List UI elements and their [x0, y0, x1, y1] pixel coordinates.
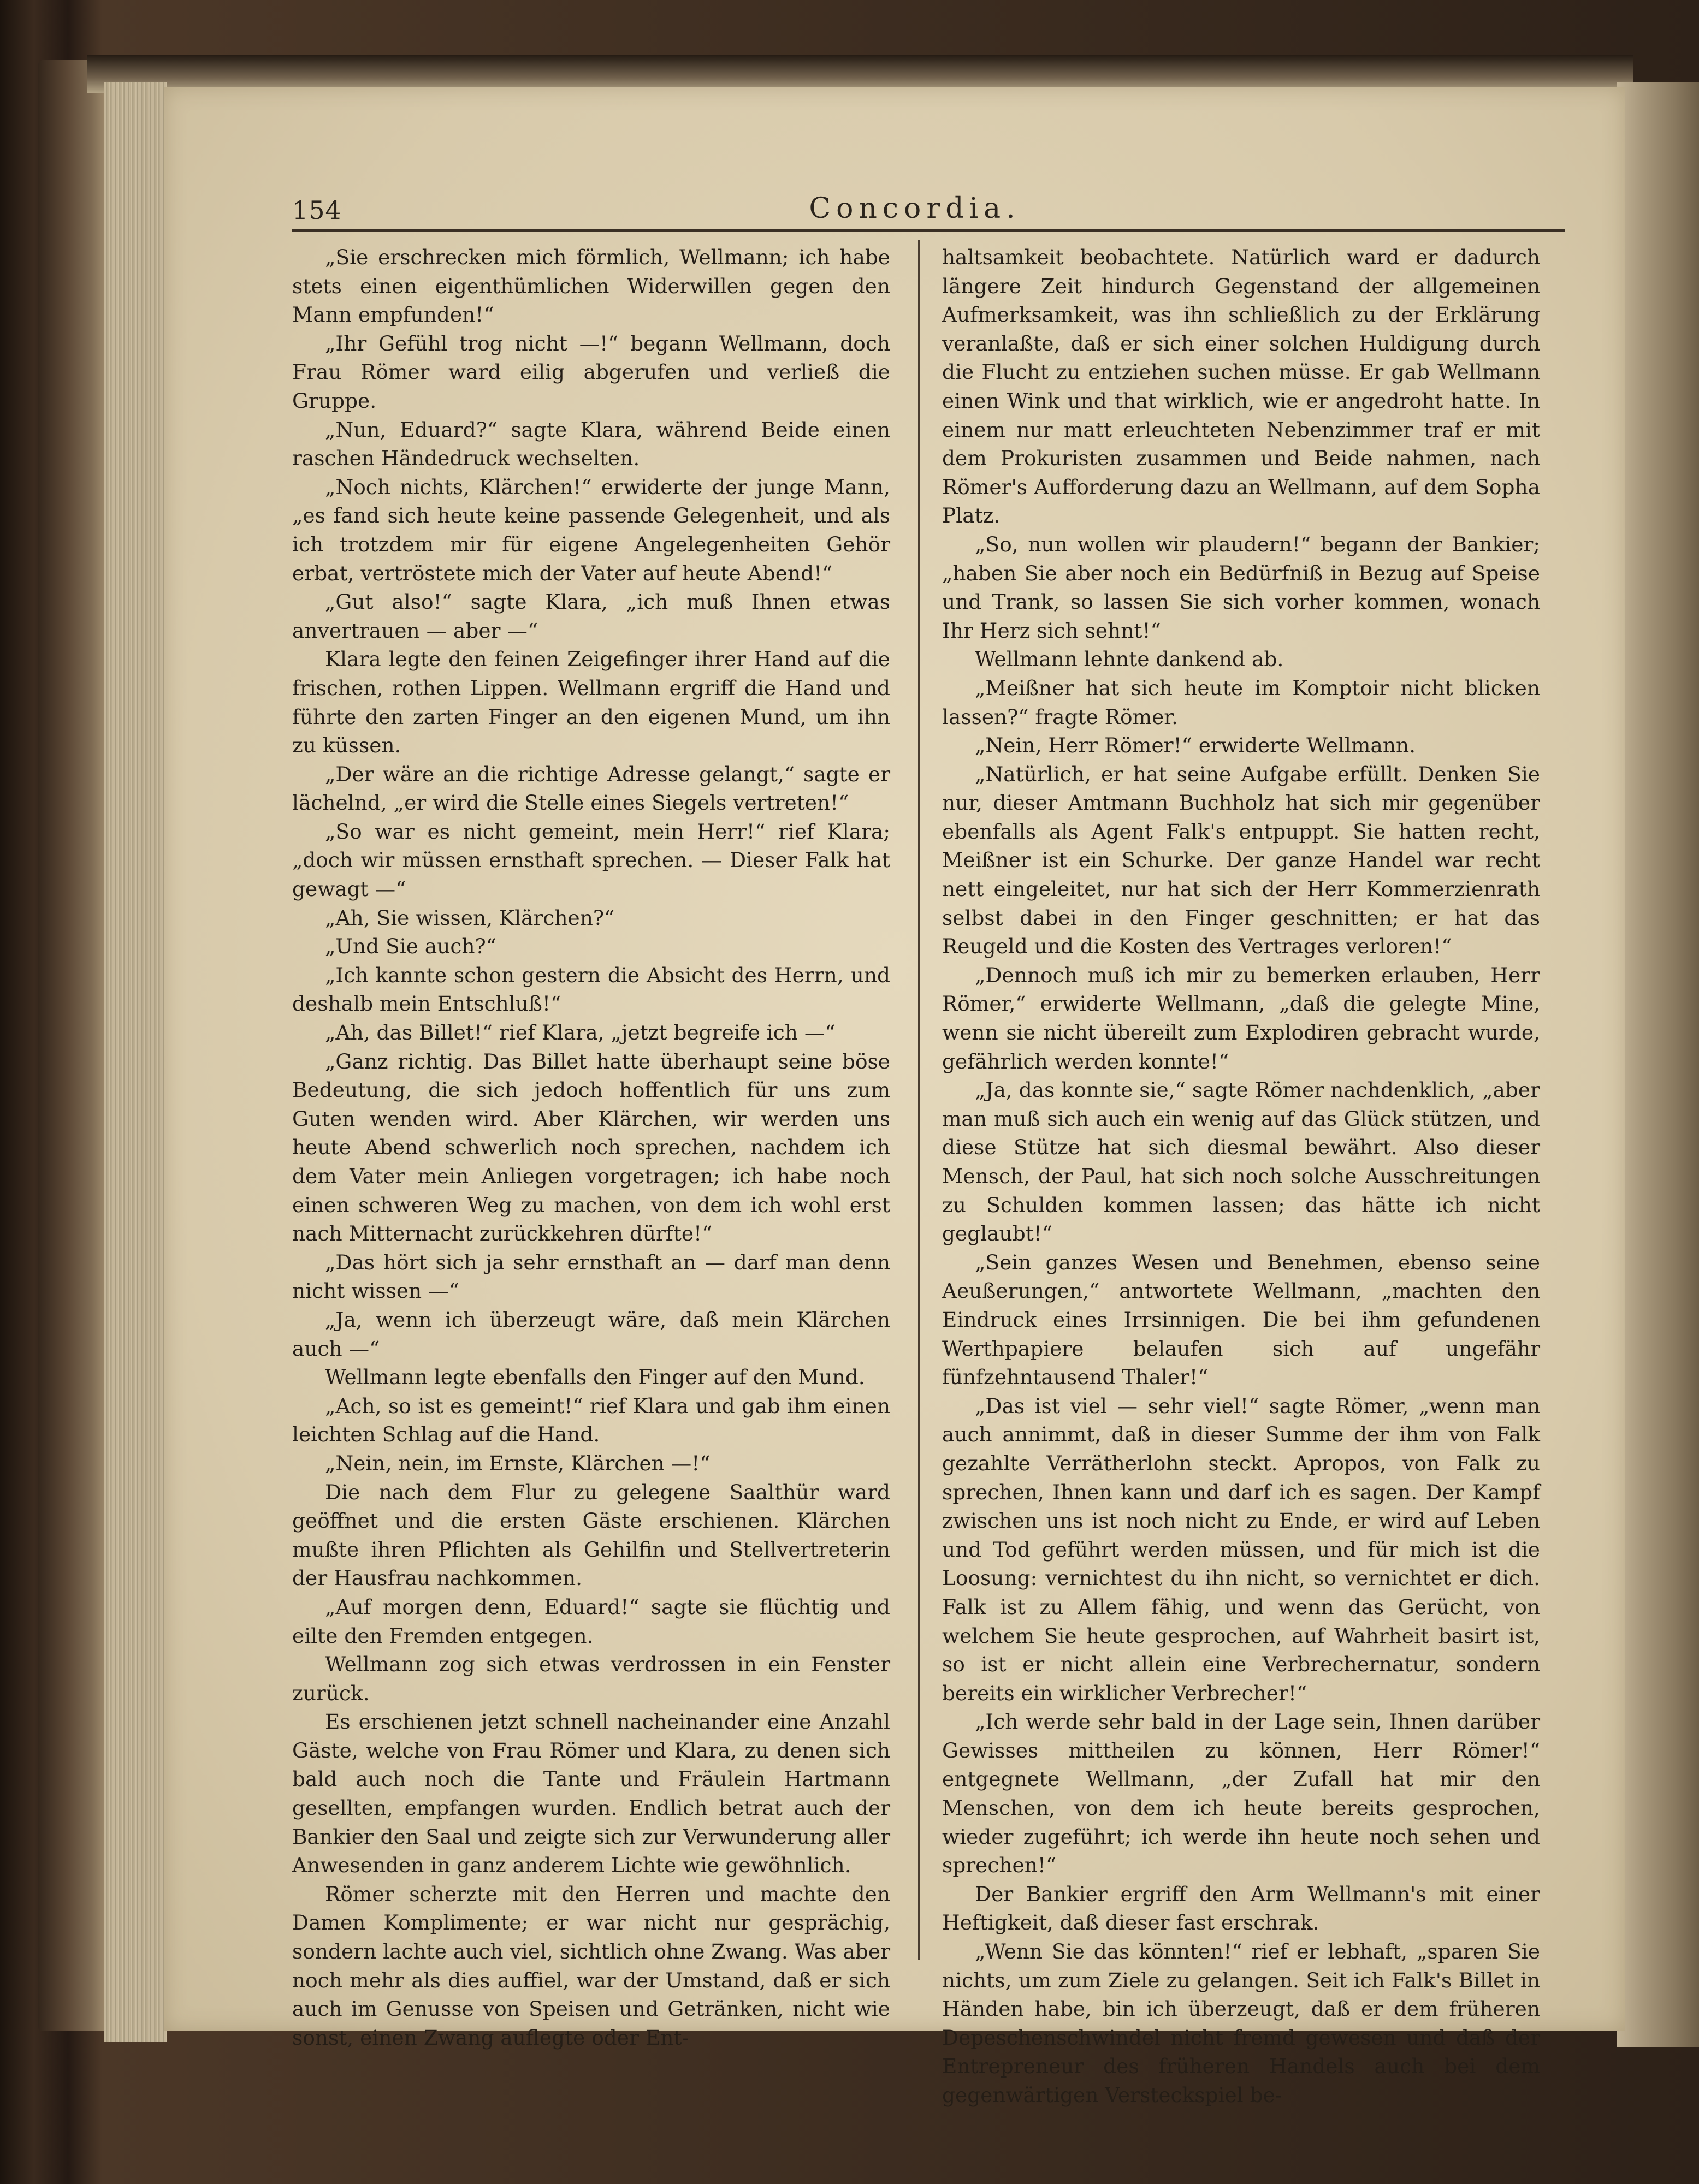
- page-number: 154: [292, 195, 342, 225]
- running-header: [292, 192, 1537, 234]
- paragraph: Die nach dem Flur zu gelegene Saalthür ward geöffnet und die ersten Gäste erschienen. Klärchen mußte ihren Pflichten als Gehilfin und Stellvertreterin der Hausfrau nachkommen.: [292, 1480, 890, 1590]
- paragraph: Der Bankier ergriff den Arm Wellmann's mit einer Heftigkeit, daß dieser fast erschrak.: [942, 1882, 1540, 1935]
- paragraph: „Natürlich, er hat seine Aufgabe erfüllt. Denken Sie nur, dieser Amtmann Buchholz hat sich mir gegenüber ebenfalls als Agent Falk's entpuppt. Sie hatten recht, Meißner ist ein Schurke. Der ganze Handel war recht nett eingeleitet, nur hat sich der Herr Kommerzienrath selbst dabei in den Finger geschnitten; er hat das Reugeld und die Kosten des Vertrages verloren!“: [942, 762, 1540, 959]
- paragraph: Wellmann legte ebenfalls den Finger auf den Mund.: [325, 1365, 865, 1390]
- page-edges-left: [104, 82, 167, 2042]
- paragraph: „Wenn Sie das könnten!“ rief er lebhaft, „sparen Sie nichts, um zum Ziele zu gelangen. Seit ich Falk's Billet in Händen habe, bin ich überzeugt, daß er dem früheren Depeschenschwindel nicht fremd gewesen und daß der Entrepreneur des früheren Handels auch bei dem gegenwärtigen Versteckspiel be-: [942, 1939, 1540, 2107]
- column-divider: [918, 240, 920, 1960]
- paragraph: „Der wäre an die richtige Adresse gelangt,“ sagte er lächelnd, „er wird die Stelle eines Siegels vertreten!“: [292, 762, 890, 815]
- paragraph: „Sein ganzes Wesen und Benehmen, ebenso seine Aeußerungen,“ antwortete Wellmann, „machten den Eindruck eines Irrsinnigen. Die bei ihm gefundenen Werthpapiere belaufen sich auf ungefähr fünfzehntausend Thaler!“: [942, 1250, 1540, 1390]
- paragraph: „Ah, Sie wissen, Klärchen?“: [325, 905, 615, 930]
- paragraph: Römer scherzte mit den Herren und machte den Damen Komplimente; er war nicht nur gesprächig, sondern lachte auch viel, sichtlich ohne Zwang. Was aber noch mehr als dies auffiel, war der Umstand, daß er sich auch im Genusse von Speisen und Getränken, nicht wie sonst, einen Zwang auflegte oder Ent-: [292, 1882, 890, 2050]
- paragraph: „Nun, Eduard?“ sagte Klara, während Beide einen raschen Händedruck wechselten.: [292, 417, 890, 471]
- paragraph: „Und Sie auch?“: [325, 934, 496, 959]
- book-binding: [38, 60, 109, 2031]
- paragraph: „Auf morgen denn, Eduard!“ sagte sie flüchtig und eilte den Fremden entgegen.: [292, 1594, 890, 1648]
- paragraph: „Ja, das konnte sie,“ sagte Römer nachdenklich, „aber man muß sich auch ein wenig auf das Glück stützen, und diese Stütze hat sich diesmal bewährt. Also dieser Mensch, der Paul, hat sich noch solche Ausschreitungen zu Schulden kommen lassen; das hätte ich nicht geglaubt!“: [942, 1078, 1540, 1246]
- paragraph: „Sie erschrecken mich förmlich, Wellmann; ich habe stets einen eigenthümlichen Widerwillen gegen den Mann empfunden!“: [292, 245, 890, 327]
- paragraph: „Ah, das Billet!“ rief Klara, „jetzt begreife ich —“: [325, 1020, 836, 1045]
- paragraph: „Ja, wenn ich überzeugt wäre, daß mein Klärchen auch —“: [292, 1307, 890, 1361]
- paragraph: „Meißner hat sich heute im Komptoir nicht blicken lassen?“ fragte Römer.: [942, 675, 1540, 729]
- paragraph: Wellmann lehnte dankend ab.: [975, 647, 1284, 672]
- text-column-left: [292, 243, 890, 2052]
- paragraph: „Das ist viel — sehr viel!“ sagte Römer, „wenn man auch annimmt, daß in dieser Summe der ihm von Falk gezahlte Verrätherlohn steckt. Apropos, von Falk zu sprechen, Ihnen kann und darf ich es sagen. Der Kampf zwischen uns ist noch nicht zu Ende, er wird auf Leben und Tod geführt werden müssen, und für mich ist die Loosung: vernichtest du ihn nicht, so vernichtet er dich. Falk ist zu Allem fähig, und wenn das Gerücht, von welchem Sie heute gesprochen, auf Wahrheit basirt ist, so ist er nicht allein eine Verbrechernatur, sondern bereits ein wirklicher Verbrecher!“: [942, 1393, 1540, 1705]
- paragraph: Wellmann zog sich etwas verdrossen in ein Fenster zurück.: [292, 1652, 890, 1705]
- paragraph: „Das hört sich ja sehr ernsthaft an — darf man denn nicht wissen —“: [292, 1250, 890, 1303]
- paragraph: „Ich werde sehr bald in der Lage sein, Ihnen darüber Gewisses mittheilen zu können, Herr Römer!“ entgegnete Wellmann, „der Zufall hat mir den Menschen, von dem ich heute bereits gesprochen, wieder zugeführt; ich werde ihn heute noch sehen und sprechen!“: [942, 1710, 1540, 1878]
- paragraph: „Ich kannte schon gestern die Absicht des Herrn, und deshalb mein Entschluß!“: [292, 963, 890, 1016]
- paragraph: „So, nun wollen wir plaudern!“ begann der Bankier; „haben Sie aber noch ein Bedürfniß in Bezug auf Speise und Trank, so lassen Sie sich vorher kommen, wonach Ihr Herz sich sehnt!“: [942, 532, 1540, 643]
- paragraph: Es erschienen jetzt schnell nacheinander eine Anzahl Gäste, welche von Frau Römer und Klara, zu denen sich bald auch noch die Tante und Fräulein Hartmann gesellten, empfangen wurden. Endlich betrat auch der Bankier den Saal und zeigte sich zur Verwunderung aller Anwesenden in ganz anderem Lichte wie gewöhnlich.: [292, 1710, 890, 1878]
- paragraph: „Gut also!“ sagte Klara, „ich muß Ihnen etwas anvertrauen — aber —“: [292, 590, 890, 643]
- page-edges-right: [1617, 82, 1699, 2048]
- paragraph: „Dennoch muß ich mir zu bemerken erlauben, Herr Römer,“ erwiderte Wellmann, „daß die gelegte Mine, wenn sie nicht übereilt zum Explodiren gebracht wurde, gefährlich werden konnte!“: [942, 963, 1540, 1073]
- journal-title: Concordia.: [809, 192, 1021, 225]
- paragraph: Klara legte den feinen Zeigefinger ihrer Hand auf die frischen, rothen Lippen. Wellmann ergriff die Hand und führte den zarten Finger an den eigenen Mund, um ihn zu küssen.: [292, 647, 890, 758]
- paragraph: „Nein, Herr Römer!“ erwiderte Wellmann.: [975, 733, 1416, 758]
- paragraph: „Ganz richtig. Das Billet hatte überhaupt seine böse Bedeutung, die sich jedoch hoffentlich für uns zum Guten wenden wird. Aber Klärchen, wir werden uns heute Abend schwerlich noch sprechen, nachdem ich dem Vater mein Anliegen vorgetragen; ich habe noch einen schweren Weg zu machen, von dem ich wohl erst nach Mitternacht zurückkehren dürfte!“: [292, 1049, 890, 1246]
- paragraph: haltsamkeit beobachtete. Natürlich ward er dadurch längere Zeit hindurch Gegenstand der allgemeinen Aufmerksamkeit, was ihn schließlich zu der Erklärung veranlaßte, daß er sich einer solchen Huldigung durch die Flucht zu entziehen suchen müsse. Er gab Wellmann einen Wink und that wirklich, wie er angedroht hatte. In einem nur matt erleuchteten Nebenzimmer traf er mit dem Prokuristen zusammen und Beide nahmen, nach Römer's Aufforderung dazu an Wellmann, auf dem Sopha Platz.: [942, 245, 1540, 528]
- paragraph: „So war es nicht gemeint, mein Herr!“ rief Klara; „doch wir müssen ernsthaft sprechen. — Dieser Falk hat gewagt —“: [292, 819, 890, 901]
- paragraph: „Nein, nein, im Ernste, Klärchen —!“: [325, 1451, 711, 1475]
- paragraph: „Ihr Gefühl trog nicht —!“ begann Wellmann, doch Frau Römer ward eilig abgerufen und verließ die Gruppe.: [292, 331, 890, 413]
- paragraph: „Ach, so ist es gemeint!“ rief Klara und gab ihm einen leichten Schlag auf die Hand.: [292, 1393, 890, 1447]
- text-column-right: [942, 243, 1540, 2110]
- paragraph: „Noch nichts, Klärchen!“ erwiderte der junge Mann, „es fand sich heute keine passende Gelegenheit, und als ich trotzdem mir für eigene Angelegenheiten Gehör erbat, vertröstete mich der Vater auf heute Abend!“: [292, 474, 890, 585]
- header-rule: [292, 229, 1565, 232]
